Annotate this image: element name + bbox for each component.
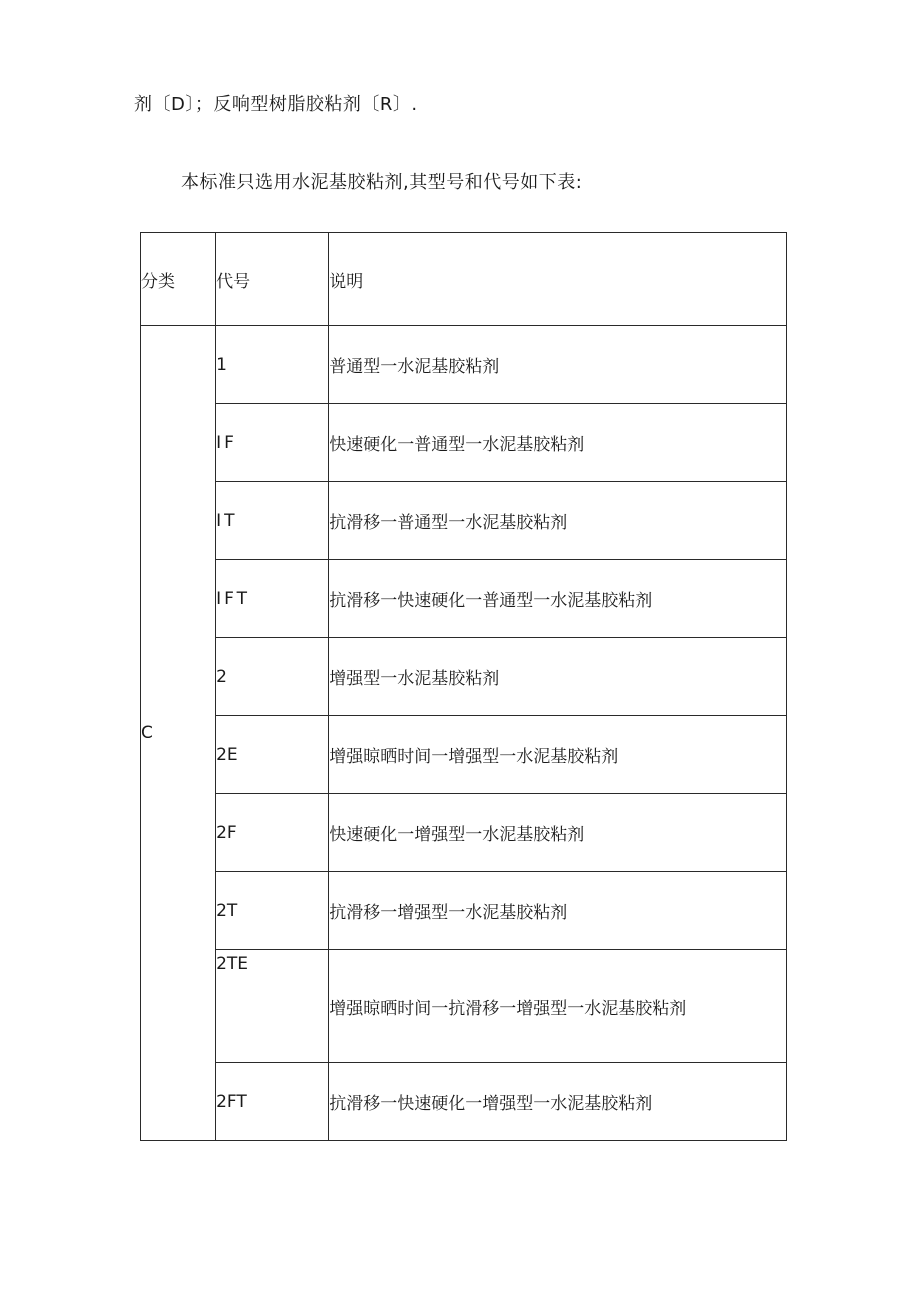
description-cell: 增强晾晒时间一增强型一水泥基胶粘剂 [329,716,787,794]
intro-line-continuation: 剂〔D〕；反响型树脂胶粘剂〔R〕. [134,94,418,115]
table-row [141,482,787,560]
table-row [141,560,787,638]
table-row [141,326,787,404]
table-row [141,638,787,716]
code-cell: 2FT [216,1063,329,1141]
header-classification: 分类 [141,233,216,326]
table-row [141,1063,787,1141]
code-cell: 2E [216,716,329,794]
description-cell: 普通型一水泥基胶粘剂 [329,326,787,404]
classification-cell: C [141,326,216,1141]
code-cell-text: 2TE [216,954,249,974]
description-cell: 快速硬化一普通型一水泥基胶粘剂 [329,404,787,482]
code-cell: IT [216,482,329,560]
description-cell: 抗滑移一普通型一水泥基胶粘剂 [329,482,787,560]
table-row [141,872,787,950]
description-cell: 增强型一水泥基胶粘剂 [329,638,787,716]
table-row [141,950,787,1063]
code-cell: IF [216,404,329,482]
code-cell: 2F [216,794,329,872]
header-code: 代号 [216,233,329,326]
header-description: 说明 [329,233,787,326]
table-header-row [141,233,787,326]
code-cell: 2T [216,872,329,950]
adhesive-code-table [140,232,787,1141]
intro-paragraph: 本标准只选用水泥基胶粘剂,其型号和代号如下表: [181,172,583,193]
description-cell: 抗滑移一增强型一水泥基胶粘剂 [329,872,787,950]
table-row [141,794,787,872]
code-cell: 2 [216,638,329,716]
description-cell: 增强晾晒时间一抗滑移一增强型一水泥基胶粘剂 [329,950,787,1063]
description-cell: 抗滑移一快速硬化一普通型一水泥基胶粘剂 [329,560,787,638]
code-cell [216,950,329,1063]
description-cell: 抗滑移一快速硬化一增强型一水泥基胶粘剂 [329,1063,787,1141]
code-cell: 1 [216,326,329,404]
description-cell: 快速硬化一增强型一水泥基胶粘剂 [329,794,787,872]
code-cell: IFT [216,560,329,638]
table-row [141,404,787,482]
table-row [141,716,787,794]
